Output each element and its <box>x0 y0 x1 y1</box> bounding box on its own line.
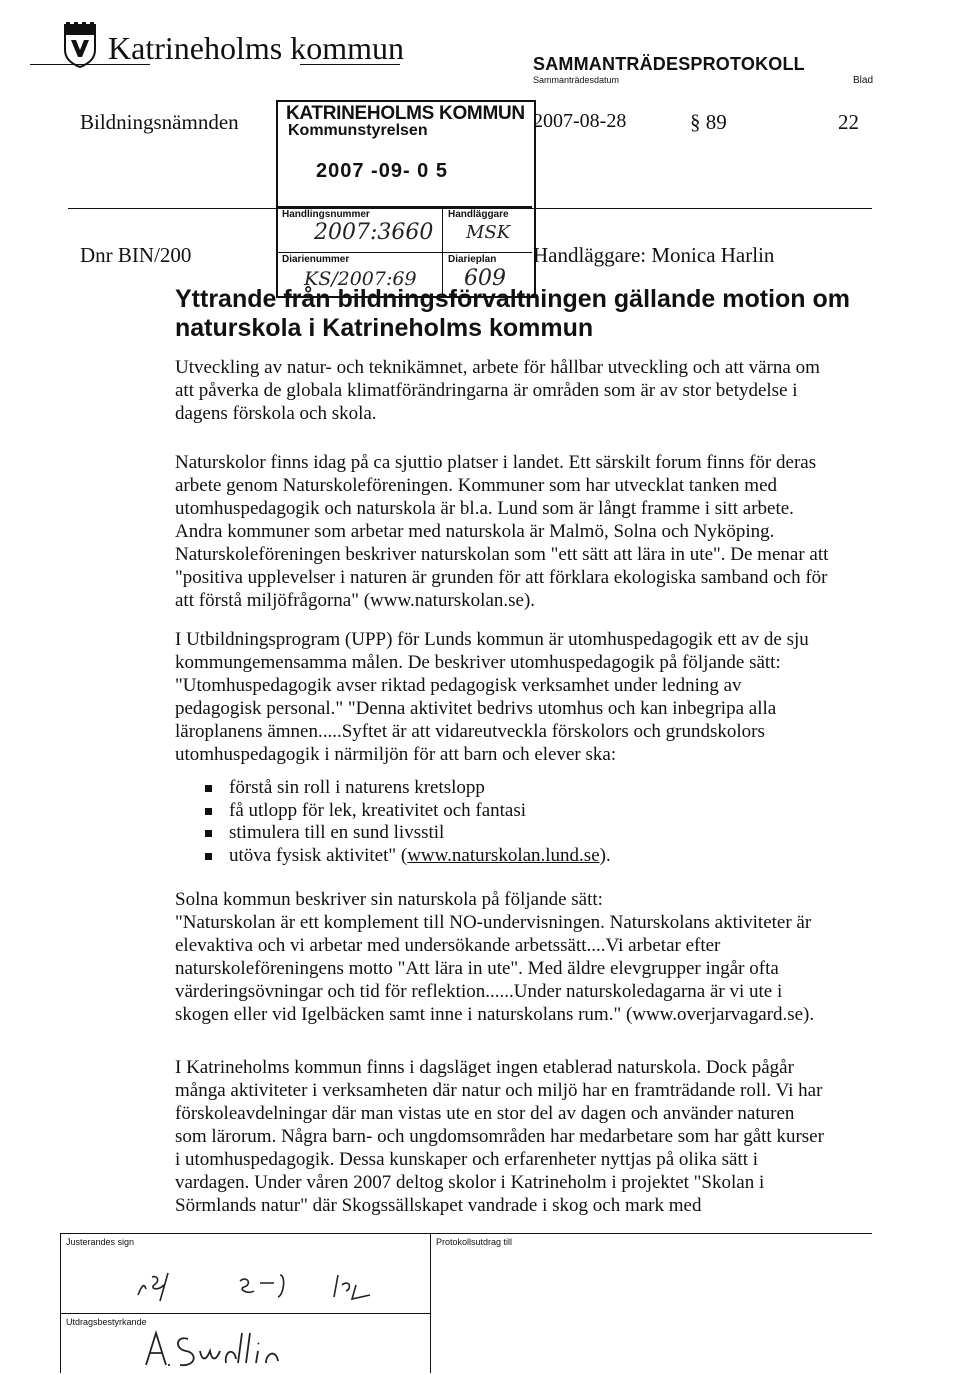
document-title: Yttrande från bildningsförvaltningen gällande motion om naturskola i Katrineholms kommun <box>175 285 851 342</box>
text-line: att påverka de globala klimatförändringarna är områden som är av stor betydelse i <box>175 380 798 401</box>
stamp-date: 2007 -09- 0 5 <box>316 160 448 182</box>
footer-signature-block <box>60 1233 872 1373</box>
text-line: skogen eller vid Igelbäcken samt inne i naturskolans rum." (www.overjarvagard.se). <box>175 1004 815 1025</box>
stamp-diary-plan-label: Diarieplan <box>448 254 497 265</box>
footer-border <box>430 1313 431 1373</box>
header-underline-right <box>300 64 400 65</box>
paragraph-lund <box>175 628 875 766</box>
text-line: kommungemensamma målen. De beskriver utomhuspedagogik på följande sätt: <box>175 652 781 673</box>
text-line: naturskoleföreningens motto "Att lära in ute". Med äldre elevgrupper ingår ofta <box>175 958 779 979</box>
diary-number: Dnr BIN/200 <box>80 243 192 267</box>
list-item-text: utöva fysisk aktivitet" ( <box>229 844 408 866</box>
paragraph-nature-schools <box>175 451 875 612</box>
text-line: elevaktiva och vi arbetar med undersökande arbetssätt....Vi arbetar efter <box>175 935 721 956</box>
text-line: "Naturskolan är ett komplement till NO-undervisningen. Naturskolans aktiviteter är <box>175 912 812 933</box>
stamp-handler-label: Handläggare <box>448 209 509 220</box>
meeting-date: 2007-08-28 <box>533 110 627 132</box>
text-line: läroplanens ämnen.....Syftet är att vidareutveckla förskolors och grundskolors <box>175 721 765 742</box>
protocol-title: SAMMANTRÄDESPROTOKOLL <box>533 54 805 74</box>
text-line: I Katrineholms kommun finns i dagsläget ingen etablerad naturskola. Dock pågår <box>175 1057 794 1078</box>
text-line: Andra kommuner som arbetar med naturskola är Malmö, Solna och Nyköping. <box>175 521 775 542</box>
footer-mid-rule <box>60 1313 431 1314</box>
paragraph-number: § 89 <box>690 110 727 134</box>
footer-border <box>430 1233 431 1313</box>
handwritten-initials-signature <box>130 1255 390 1307</box>
text-line: som lärorum. Några barn- och ungdomsområden har medarbetare som har gått kurser <box>175 1126 824 1147</box>
paragraph-solna <box>175 888 875 1026</box>
header-underline <box>30 64 150 65</box>
sheet-caption: Blad <box>853 75 874 86</box>
municipality-crest-icon <box>62 22 98 68</box>
stamp-grid <box>276 206 532 296</box>
handler-name: Handläggare: Monica Harlin <box>533 243 775 267</box>
text-line: utomhuspedagogik i närmiljön för att barn och elever ska: <box>175 744 617 765</box>
text-line: "Utomhuspedagogik avser riktad pedagogisk verksamhet under ledning av <box>175 675 742 696</box>
excerpt-label: Protokollsutdrag till <box>436 1237 513 1247</box>
municipality-name: Katrineholms kommun <box>108 30 404 66</box>
paragraph-katrineholm <box>175 1056 875 1217</box>
text-line: dagens förskola och skola. <box>175 403 377 424</box>
text-line: Naturskolor finns idag på ca sjuttio platser i landet. Ett särskilt forum finns för deras <box>175 452 817 473</box>
stamp-diary-no-value: KS/2007:69 <box>304 268 417 290</box>
text-line: vardagen. Under våren 2007 deltog skolor i Katrineholm i projektet "Skolan i <box>175 1172 765 1193</box>
text-line: Naturskoleföreningen beskriver naturskolan som "ett sätt att lära in ute". De menar att <box>175 544 829 565</box>
text-line: Utveckling av natur- och teknikämnet, arbete för hållbar utveckling och att värna om <box>175 357 820 378</box>
text-line: förskoleavdelningar där man vistas ute en stor del av dagen och använder naturen <box>175 1103 795 1124</box>
goals-list <box>205 777 825 867</box>
stamp-organisation: KATRINEHOLMS KOMMUN <box>286 103 525 124</box>
text-line: I Utbildningsprogram (UPP) för Lunds kommun är utomhuspedagogik ett av de sju <box>175 629 809 650</box>
stamp-grid-hline <box>276 252 532 253</box>
text-line: Solna kommun beskriver sin naturskola på följande sätt: <box>175 889 603 910</box>
text-line: i utomhuspedagogik. Dessa kunskaper och erfarenheter nyttjas på olika sätt i <box>175 1149 759 1170</box>
text-line: pedagogisk personal." "Denna aktivitet bedrivs utomhus och kan inbegripa alla <box>175 698 777 719</box>
text-line: många aktiviteter i verksamheten där natur och miljö har en framträdande roll. Vi har <box>175 1080 823 1101</box>
list-item-end: ). <box>599 844 611 866</box>
list-item: förstå sin roll i naturens kretslopp <box>205 777 825 800</box>
board-name: Bildningsnämnden <box>80 110 239 134</box>
lund-link[interactable]: www.naturskolan.lund.se <box>407 844 600 866</box>
stamp-diary-no-label: Diarienummer <box>282 254 350 265</box>
text-line: "positiva upplevelser i naturen är grunden för att förklara ekologiska samband och för <box>175 567 828 588</box>
sheet-number: 22 <box>838 110 859 134</box>
paragraph-intro <box>175 356 875 425</box>
footer-border <box>60 1313 61 1373</box>
stamp-handler-value: MSK <box>466 222 511 243</box>
list-item <box>205 845 825 868</box>
stamp-diary-plan-value: 609 <box>464 266 506 291</box>
signature-label: Justerandes sign <box>66 1237 135 1247</box>
footer-border <box>60 1233 61 1313</box>
list-item: få utlopp för lek, kreativitet och fantasi <box>205 800 825 823</box>
certified-label: Utdragsbestyrkande <box>66 1317 147 1327</box>
date-caption: Sammanträdesdatum <box>533 75 620 85</box>
text-line: Sörmlands natur" där Skogssällskapet vandrade i skog och mark med <box>175 1195 702 1216</box>
text-line: arbete genom Naturskoleföreningen. Kommuner som har utvecklat tanken med <box>175 475 777 496</box>
stamp-department: Kommunstyrelsen <box>288 122 428 139</box>
registration-stamp <box>276 100 534 296</box>
stamp-case-no-label: Handlingsnummer <box>282 209 370 220</box>
text-line: att förstå miljöfrågorna" (www.naturskolan.se). <box>175 590 536 611</box>
text-line: utomhuspedagogik och naturskola är bl.a. Lund som är långt framme i sitt arbete. <box>175 498 794 519</box>
footer-top-rule <box>60 1233 872 1234</box>
list-item: stimulera till en sund livsstil <box>205 822 825 845</box>
handwritten-certifier-signature <box>140 1325 340 1371</box>
stamp-case-no-value: 2007:3660 <box>314 220 434 245</box>
text-line: värderingsövningar och tid för reflektion......Under naturskoledagarna är vi ute i <box>175 981 783 1002</box>
